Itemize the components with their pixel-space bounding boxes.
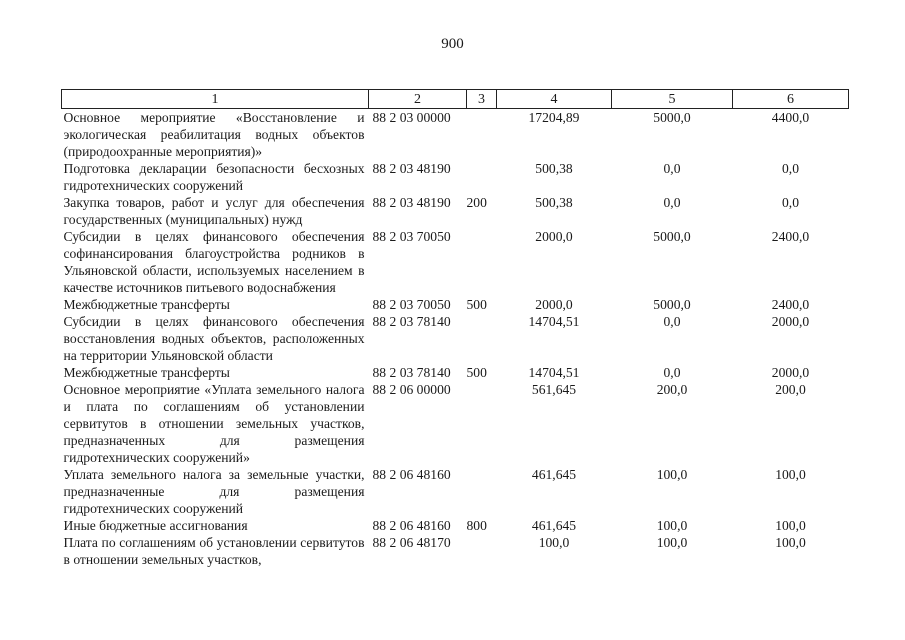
- row-value-6: 100,0: [775, 518, 806, 533]
- row-value-4: 561,645: [531, 382, 577, 397]
- table-row: [62, 160, 849, 194]
- row-expense-type: [467, 466, 497, 517]
- row-expense-type: [467, 228, 497, 296]
- row-name: Уплата земельного налога за земельные участки, предназначенные для размещения гидротехнических сооружений: [63, 467, 365, 516]
- row-value-4: 14704,51: [528, 365, 580, 380]
- table-row: [62, 466, 849, 517]
- row-expense-type: [467, 160, 497, 194]
- row-name: Закупка товаров, работ и услуг для обеспечения государственных (муниципальных) нужд: [63, 195, 365, 227]
- row-code: 88 2 06 00000: [372, 382, 451, 397]
- row-expense-type: 200: [466, 195, 487, 210]
- row-value-4: 17204,89: [528, 110, 580, 125]
- row-value-6: 2400,0: [771, 229, 810, 244]
- table-row: [62, 296, 849, 313]
- row-expense-type: [467, 381, 497, 466]
- row-expense-type: 800: [466, 518, 487, 533]
- row-value-4: 2000,0: [535, 229, 573, 244]
- page-number: 900: [441, 36, 464, 52]
- row-value-5: 5000,0: [653, 229, 691, 244]
- row-value-5: 0,0: [663, 365, 681, 380]
- table-row: [62, 109, 849, 161]
- table-row: [62, 517, 849, 534]
- row-value-4: 461,645: [531, 467, 577, 482]
- row-value-4: 2000,0: [535, 297, 573, 312]
- row-value-5: 5000,0: [653, 297, 691, 312]
- row-code: 88 2 06 48160: [372, 467, 451, 482]
- row-value-5: 100,0: [656, 518, 688, 533]
- row-value-6: 2000,0: [771, 365, 810, 380]
- row-value-6: 4400,0: [771, 110, 810, 125]
- row-name: Основное мероприятие «Уплата земельного налога и плата по соглашениям об установлении сервитутов в отношении земельных участков, предназначенных для размещения гидротехнических сооружений»: [63, 382, 365, 465]
- row-value-4: 500,38: [535, 195, 573, 210]
- table-header-row: [62, 90, 849, 109]
- row-name: Субсидии в целях финансового обеспечения софинансирования благоустройства родников в Ульяновской области, используемых населением в качестве источников питьевого водоснабжения: [63, 229, 365, 295]
- row-code: 88 2 06 48170: [372, 535, 451, 550]
- row-expense-type: [467, 313, 497, 364]
- row-value-5: 5000,0: [653, 110, 691, 125]
- row-name: Основное мероприятие «Восстановление и экологическая реабилитация водных объектов (природоохранные мероприятия)»: [63, 110, 365, 159]
- row-value-6: 2000,0: [771, 314, 810, 329]
- budget-table: [61, 89, 849, 568]
- table-row: [62, 534, 849, 568]
- row-code: 88 2 03 78140: [372, 314, 451, 329]
- column-header-6: 6: [733, 90, 849, 109]
- row-value-6: 0,0: [782, 195, 799, 210]
- column-header-1: 1: [62, 90, 369, 109]
- row-value-5: 0,0: [663, 161, 681, 176]
- column-header-2: 2: [369, 90, 467, 109]
- row-value-4: 500,38: [535, 161, 573, 176]
- row-code: 88 2 03 00000: [372, 110, 451, 125]
- row-expense-type: [467, 109, 497, 161]
- row-code: 88 2 03 78140: [372, 365, 451, 380]
- row-code: 88 2 03 48190: [372, 195, 451, 210]
- table-row: [62, 228, 849, 296]
- table-row: [62, 381, 849, 466]
- row-value-4: 100,0: [538, 535, 570, 550]
- row-value-5: 100,0: [656, 467, 688, 482]
- column-header-4: 4: [497, 90, 612, 109]
- row-value-6: 100,0: [775, 467, 806, 482]
- column-header-5: 5: [612, 90, 733, 109]
- row-value-4: 461,645: [531, 518, 577, 533]
- row-code: 88 2 03 70050: [372, 297, 451, 312]
- table-row: [62, 364, 849, 381]
- row-value-6: 2400,0: [771, 297, 810, 312]
- row-value-6: 100,0: [775, 535, 806, 550]
- row-value-5: 0,0: [663, 195, 681, 210]
- column-header-3: 3: [467, 90, 497, 109]
- row-code: 88 2 03 70050: [372, 229, 451, 244]
- row-code: 88 2 06 48160: [372, 518, 451, 533]
- row-value-6: 0,0: [782, 161, 799, 176]
- row-name: Подготовка декларации безопасности бесхозных гидротехнических сооружений: [63, 161, 365, 193]
- table-row: [62, 313, 849, 364]
- row-expense-type: [467, 534, 497, 568]
- row-value-5: 200,0: [656, 382, 688, 397]
- row-name: Межбюджетные трансферты: [63, 365, 230, 380]
- row-name: Межбюджетные трансферты: [63, 297, 230, 312]
- row-expense-type: 500: [466, 365, 487, 380]
- table-row: [62, 194, 849, 228]
- row-value-5: 100,0: [656, 535, 688, 550]
- row-value-5: 0,0: [663, 314, 681, 329]
- row-name: Иные бюджетные ассигнования: [63, 518, 248, 533]
- row-value-4: 14704,51: [528, 314, 580, 329]
- row-expense-type: 500: [466, 297, 487, 312]
- row-name: Субсидии в целях финансового обеспечения восстановления водных объектов, расположенных на территории Ульяновской области: [63, 314, 365, 363]
- row-code: 88 2 03 48190: [372, 161, 451, 176]
- row-value-6: 200,0: [775, 382, 806, 397]
- row-name: Плата по соглашениям об установлении сервитутов в отношении земельных участков,: [63, 535, 365, 567]
